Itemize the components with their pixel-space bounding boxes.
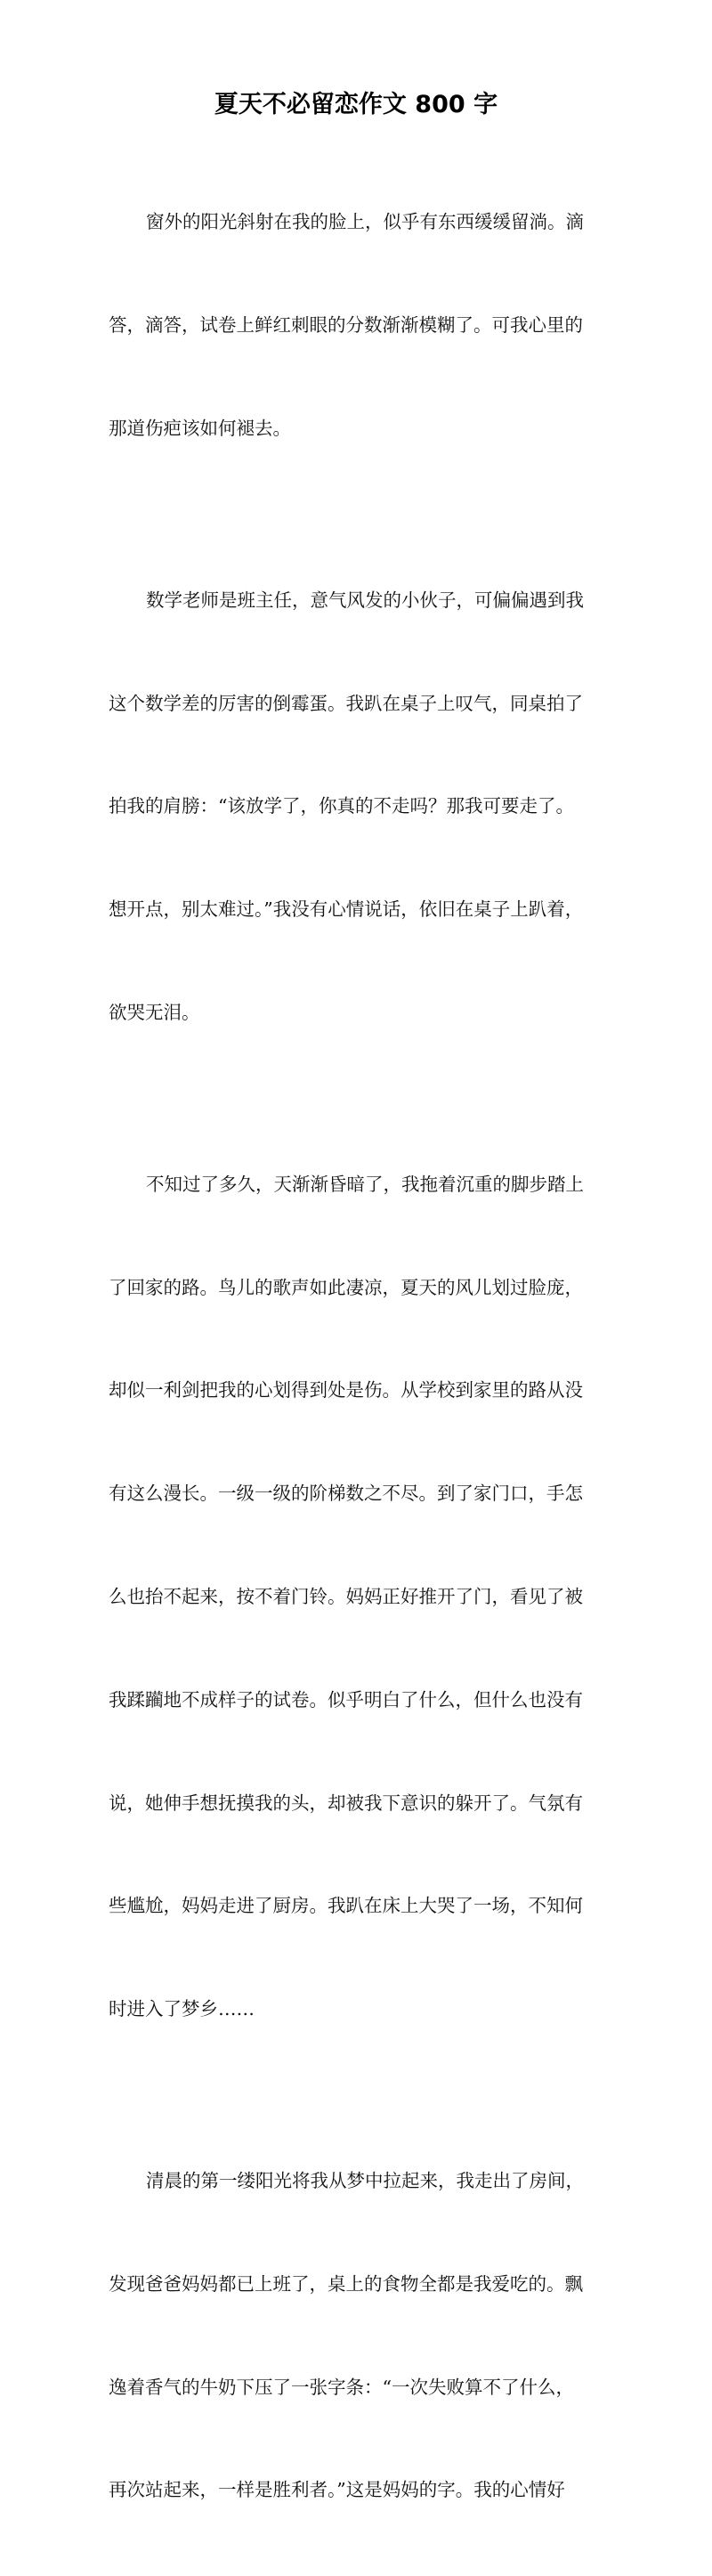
paragraph-2 [109, 515, 612, 1099]
text-line: 却似一利剑把我的心划得到处是伤。从学校到家里的路从没 [109, 1379, 583, 1402]
text-line: 我蹂躏地不成样子的试卷。似乎明白了什么，但什么也没有 [109, 1688, 583, 1711]
text-line: 了回家的路。鸟儿的歌声如此凄凉，夏天的风儿划过脸庞， [109, 1276, 583, 1298]
document-title: 夏天不必留恋作文 800 字 [214, 91, 498, 118]
text-line: 再次站起来，一样是胜利者。”这是妈妈的字。我的心情好 [109, 2479, 565, 2501]
text-line: 拍我的肩膀：“该放学了，你真的不走吗？那我可要走了。 [109, 795, 574, 817]
text-line: 发现爸爸妈妈都已上班了，桌上的食物全都是我爱吃的。飘 [109, 2272, 583, 2295]
text-line: 那道伤疤该如何褪去。 [109, 417, 291, 439]
text-line: 答，滴答，试卷上鲜红刺眼的分数渐渐模糊了。可我心里的 [109, 313, 583, 336]
text-line: 么也抬不起来，按不着门铃。妈妈正好推开了门，看见了被 [109, 1585, 583, 1607]
text-line: 想开点，别太难过。”我没有心情说话，依旧在桌子上趴着， [109, 898, 584, 921]
text-line: 这个数学差的厉害的倒霉蛋。我趴在桌子上叹气，同桌拍了 [109, 692, 583, 714]
text-line: 些尴尬，妈妈走进了厨房。我趴在床上大哭了一场，不知何 [109, 1895, 583, 1917]
text-line: 数学老师是班主任，意气风发的小伙子，可偏偏遇到我 [146, 589, 584, 611]
text-line: 窗外的阳光斜射在我的脸上，似乎有东西缓缓留淌。滴 [146, 211, 584, 233]
paragraph-3 [109, 1099, 612, 2095]
text-line: 时进入了梦乡…… [109, 1998, 255, 2020]
text-line: 清晨的第一缕阳光将我从梦中拉起来，我走出了房间， [146, 2170, 584, 2192]
paragraph-4 [109, 2095, 612, 2576]
text-line: 欲哭无泪。 [109, 1001, 200, 1023]
text-line: 不知过了多久，天渐渐昏暗了，我拖着沉重的脚步踏上 [146, 1173, 584, 1195]
text-line: 有这么漫长。一级一级的阶梯数之不尽。到了家门口，手怎 [109, 1483, 583, 1505]
text-line: 说，她伸手想抚摸我的头，却被我下意识的躲开了。气氛有 [109, 1792, 583, 1814]
text-line: 逸着香气的牛奶下压了一张字条：“一次失败算不了什么， [109, 2376, 574, 2398]
paragraph-1 [109, 136, 612, 515]
document-body [109, 136, 612, 2576]
